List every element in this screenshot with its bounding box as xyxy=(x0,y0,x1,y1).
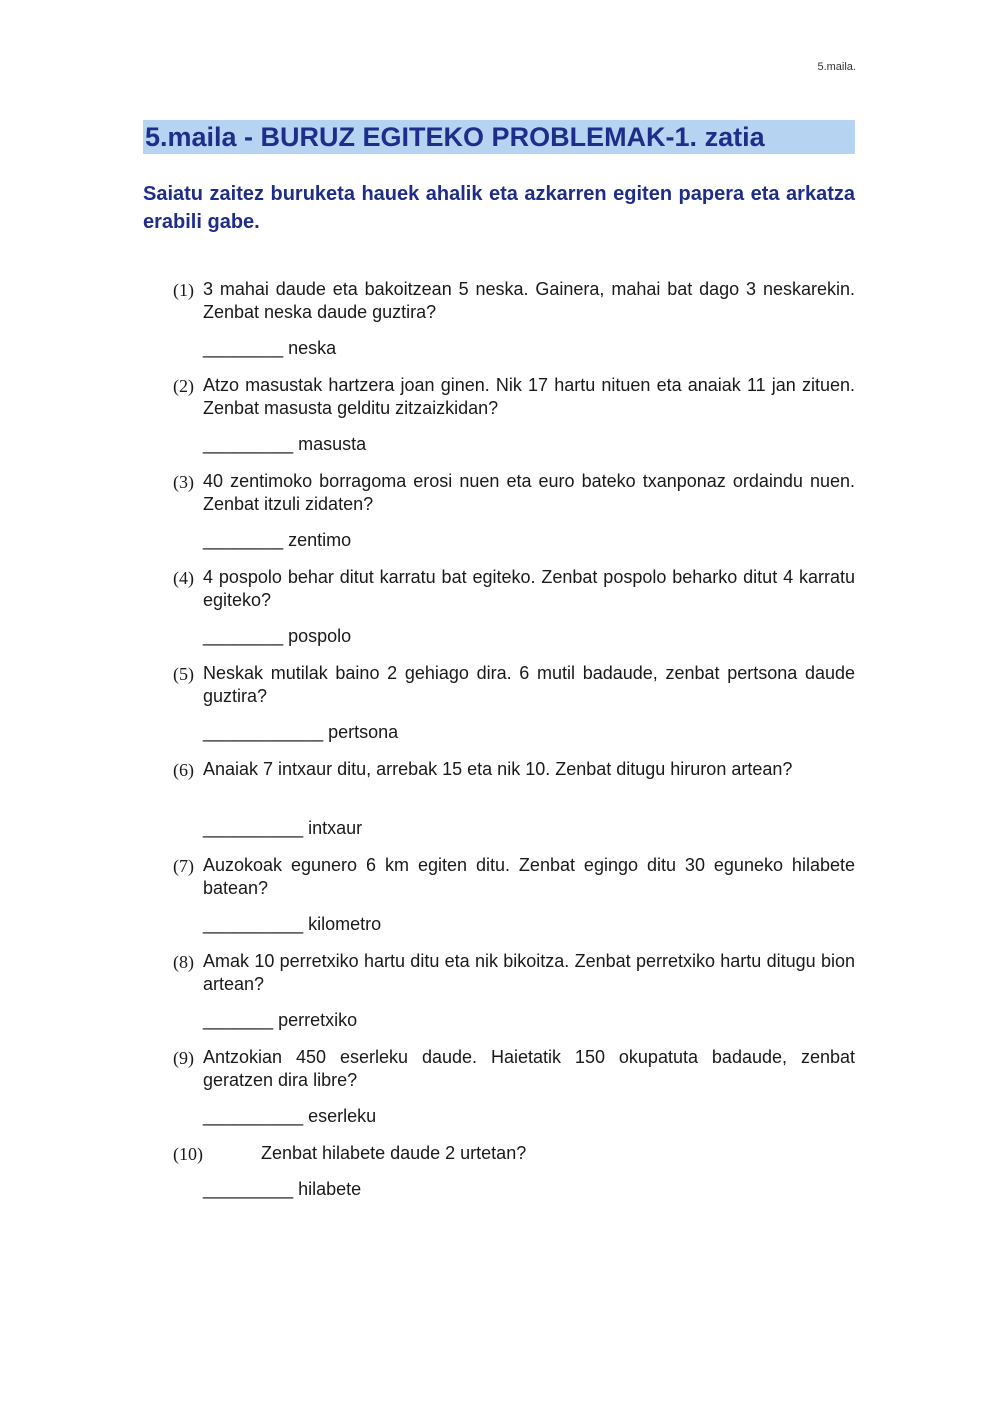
intro-instructions: Saiatu zaitez buruketa hauek ahalik eta azkarren egiten papera eta arkatza erabili gabe. xyxy=(143,183,855,233)
problem-text: 40 zentimoko borragoma erosi nuen eta euro bateko txanponaz ordaindu nuen. Zenbat itzuli zidaten? xyxy=(203,471,855,514)
answer-blank[interactable]: __________ intxaur xyxy=(203,818,363,838)
problem-item xyxy=(0,374,1000,470)
problem-text: 3 mahai daude eta bakoitzean 5 neska. Gainera, mahai bat dago 3 neskarekin. Zenbat neska daude guztira? xyxy=(203,279,855,322)
problem-number: (10) xyxy=(173,1144,203,1164)
problem-item xyxy=(0,1046,1000,1142)
problem-number: (5) xyxy=(173,664,194,684)
problem-number: (7) xyxy=(173,856,194,876)
answer-blank[interactable]: _________ masusta xyxy=(203,434,367,454)
problem-text: Anaiak 7 intxaur ditu, arrebak 15 eta nik 10. Zenbat ditugu hiruron artean? xyxy=(203,759,793,779)
answer-blank[interactable]: ____________ pertsona xyxy=(203,722,399,742)
problem-item xyxy=(0,950,1000,1046)
problem-item xyxy=(0,854,1000,950)
problem-number: (8) xyxy=(173,952,194,972)
problem-item xyxy=(0,758,1000,854)
problem-item xyxy=(0,662,1000,758)
answer-blank[interactable]: ________ pospolo xyxy=(203,626,352,646)
problem-number: (4) xyxy=(173,568,194,588)
problem-number: (3) xyxy=(173,472,194,492)
answer-blank[interactable]: __________ eserleku xyxy=(203,1106,377,1126)
problem-item xyxy=(0,278,1000,374)
problem-number: (1) xyxy=(173,280,194,300)
problem-number: (6) xyxy=(173,760,194,780)
problem-number: (2) xyxy=(173,376,194,396)
answer-blank[interactable]: _________ hilabete xyxy=(203,1179,362,1199)
problem-text: Auzokoak egunero 6 km egiten ditu. Zenbat egingo ditu 30 eguneko hilabete batean? xyxy=(203,855,855,898)
problem-list xyxy=(0,278,1000,1215)
problem-text: Amak 10 perretxiko hartu ditu eta nik bikoitza. Zenbat perretxiko hartu ditugu bion artean? xyxy=(203,951,855,994)
problem-text: 4 pospolo behar ditut karratu bat egiteko. Zenbat pospolo beharko ditut 4 karratu egiteko? xyxy=(203,567,855,610)
problem-text: Atzo masustak hartzera joan ginen. Nik 17 hartu nituen eta anaiak 11 jan zituen. Zenbat masusta gelditu zitzaizkidan? xyxy=(203,375,855,418)
page-header-label: 5.maila. xyxy=(817,61,856,73)
answer-blank[interactable]: ________ zentimo xyxy=(203,530,352,550)
problem-text: Neskak mutilak baino 2 gehiago dira. 6 mutil badaude, zenbat pertsona daude guztira? xyxy=(203,663,855,706)
answer-blank[interactable]: _______ perretxiko xyxy=(203,1010,358,1030)
problem-item xyxy=(0,1142,1000,1215)
problem-text: Zenbat hilabete daude 2 urtetan? xyxy=(261,1143,527,1163)
problem-text: Antzokian 450 eserleku daude. Haietatik 150 okupatuta badaude, zenbat geratzen dira libre? xyxy=(203,1047,855,1090)
page-title: 5.maila - BURUZ EGITEKO PROBLEMAK-1. zatia xyxy=(143,120,855,154)
answer-blank[interactable]: ________ neska xyxy=(203,338,337,358)
problem-item xyxy=(0,470,1000,566)
problem-item xyxy=(0,566,1000,662)
answer-blank[interactable]: __________ kilometro xyxy=(203,914,382,934)
problem-number: (9) xyxy=(173,1048,194,1068)
